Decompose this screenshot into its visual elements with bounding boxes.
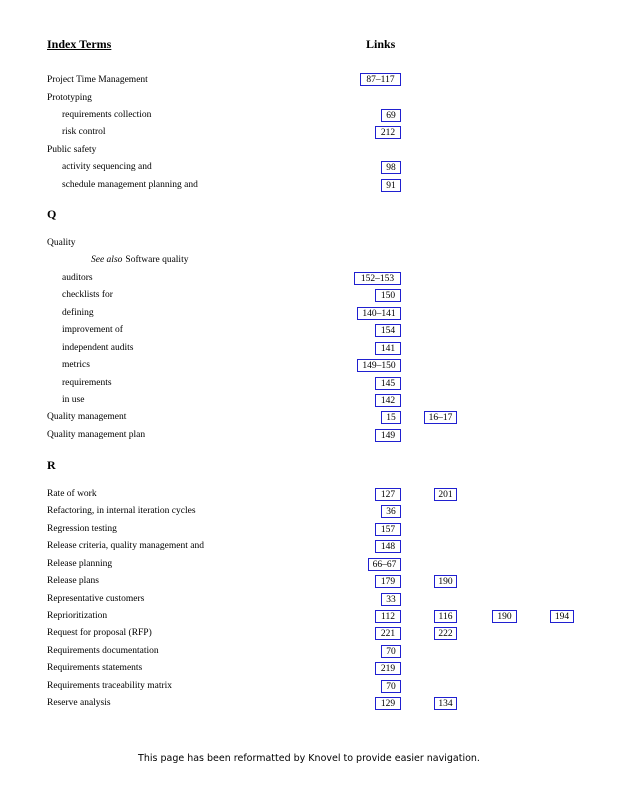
page-link[interactable]: 36 (381, 505, 401, 518)
page-link[interactable]: 87–117 (360, 73, 401, 86)
page-link[interactable]: 179 (375, 575, 401, 588)
page-link[interactable]: 15 (381, 411, 401, 424)
index-entry-refactoring (47, 504, 196, 518)
see-also-target[interactable]: Software quality (125, 255, 189, 265)
footer-note: This page has been reformatted by Knovel to provide easier navigation. (138, 753, 480, 764)
index-entry-release-plans (47, 574, 99, 588)
entry-term: checklists for (62, 290, 113, 300)
page-link[interactable]: 66–67 (368, 558, 401, 571)
see-also-label: See also (91, 255, 123, 265)
index-header (47, 37, 407, 52)
section-letter-r: R (47, 458, 56, 472)
index-entry-project-time-management (47, 73, 148, 87)
page-link[interactable]: 212 (375, 126, 401, 139)
page-link[interactable]: 112 (375, 610, 401, 623)
page-link[interactable]: 98 (381, 161, 401, 174)
page-link[interactable]: 154 (375, 324, 401, 337)
page-link[interactable]: 149 (375, 429, 401, 442)
page-link[interactable]: 141 (375, 342, 401, 355)
page-link[interactable]: 142 (375, 394, 401, 407)
index-subentry-in-use (62, 393, 84, 407)
page-link[interactable]: 190 (492, 610, 517, 623)
page-link[interactable]: 69 (381, 109, 401, 122)
page-link[interactable]: 33 (381, 593, 401, 606)
index-entry-representative-customers (47, 592, 144, 606)
page-link[interactable]: 152–153 (354, 272, 401, 285)
index-entry-quality-management (47, 410, 126, 424)
entry-term: Requirements statements (47, 663, 143, 673)
index-entry-reprioritization (47, 609, 107, 623)
entry-term: schedule management planning and (62, 180, 198, 190)
index-subentry-defining (62, 306, 94, 320)
page-link[interactable]: 201 (434, 488, 457, 501)
index-subentry-independent-audits (62, 341, 134, 355)
entry-term: requirements (62, 378, 112, 388)
page-link[interactable]: 116 (434, 610, 457, 623)
entry-term: Rate of work (47, 489, 97, 499)
index-entry-regression-testing (47, 522, 117, 536)
index-subentry-auditors (62, 271, 93, 285)
index-entry-release-criteria (47, 539, 204, 553)
page-link[interactable]: 70 (381, 645, 401, 658)
entry-term: metrics (62, 360, 90, 370)
index-subentry-requirements-collection (62, 108, 151, 122)
page-link[interactable]: 219 (375, 662, 401, 675)
index-subentry-checklists (62, 288, 113, 302)
index-subentry-metrics (62, 358, 90, 372)
index-subentry-requirements (62, 376, 112, 390)
page-link[interactable]: 91 (381, 179, 401, 192)
index-entry-release-planning (47, 557, 112, 571)
entry-term: Quality management plan (47, 430, 146, 440)
entry-term: Refactoring, in internal iteration cycles (47, 506, 196, 516)
entry-term: independent audits (62, 343, 134, 353)
see-also-reference (91, 253, 188, 267)
index-entry-requirements-traceability-matrix (47, 679, 172, 693)
entry-term: requirements collection (62, 110, 152, 120)
index-entry-quality (47, 236, 76, 250)
entry-term: Requirements traceability matrix (47, 681, 173, 691)
entry-term: Release plans (47, 576, 99, 586)
index-entry-quality-management-plan (47, 428, 145, 442)
entry-term: Reprioritization (47, 611, 108, 621)
page-link[interactable]: 222 (434, 627, 457, 640)
entry-term: in use (62, 395, 85, 405)
page-link[interactable]: 140–141 (357, 307, 401, 320)
entry-term: Requirements documentation (47, 646, 159, 656)
page-link[interactable]: 221 (375, 627, 401, 640)
entry-term: Representative customers (47, 594, 145, 604)
page-link[interactable]: 127 (375, 488, 401, 501)
entry-term: auditors (62, 273, 93, 283)
index-entry-reserve-analysis (47, 696, 111, 710)
page-link[interactable]: 190 (434, 575, 457, 588)
page-link[interactable]: 148 (375, 540, 401, 553)
entry-term: activity sequencing and (62, 162, 152, 172)
page-link[interactable]: 70 (381, 680, 401, 693)
index-entry-requirements-documentation (47, 644, 159, 658)
entry-term: Prototyping (47, 93, 92, 103)
index-subentry-schedule-management-planning (62, 178, 198, 192)
entry-term: Request for proposal (RFP) (47, 628, 152, 638)
index-subentry-improvement (62, 323, 123, 337)
entry-term: Regression testing (47, 524, 117, 534)
entry-term: Release criteria, quality management and (47, 541, 204, 551)
entry-term: Reserve analysis (47, 698, 111, 708)
entry-term: Project Time Management (47, 75, 148, 85)
page-link[interactable]: 149–150 (357, 359, 401, 372)
index-subentry-activity-sequencing (62, 160, 152, 174)
entry-term: Public safety (47, 145, 97, 155)
page-link[interactable]: 150 (375, 289, 401, 302)
entry-term: Release planning (47, 559, 113, 569)
page-link[interactable]: 16–17 (424, 411, 457, 424)
page-link[interactable]: 129 (375, 697, 401, 710)
index-entry-public-safety (47, 143, 96, 157)
entry-term: Quality management (47, 412, 127, 422)
page-link[interactable]: 194 (550, 610, 574, 623)
section-letter-q: Q (47, 207, 57, 221)
entry-term: risk control (62, 127, 106, 137)
index-entry-request-for-proposal (47, 626, 152, 640)
index-subentry-risk-control (62, 125, 106, 139)
page-link[interactable]: 145 (375, 377, 401, 390)
page-link[interactable]: 157 (375, 523, 401, 536)
index-entry-prototyping (47, 91, 92, 105)
index-entry-rate-of-work (47, 487, 97, 501)
entry-term: defining (62, 308, 94, 318)
links-heading: Links (366, 37, 396, 51)
entry-term: improvement of (62, 325, 123, 335)
index-terms-heading: Index Terms (47, 37, 112, 51)
index-entry-requirements-statements (47, 661, 142, 675)
page-link[interactable]: 134 (434, 697, 457, 710)
entry-term: Quality (47, 238, 76, 248)
